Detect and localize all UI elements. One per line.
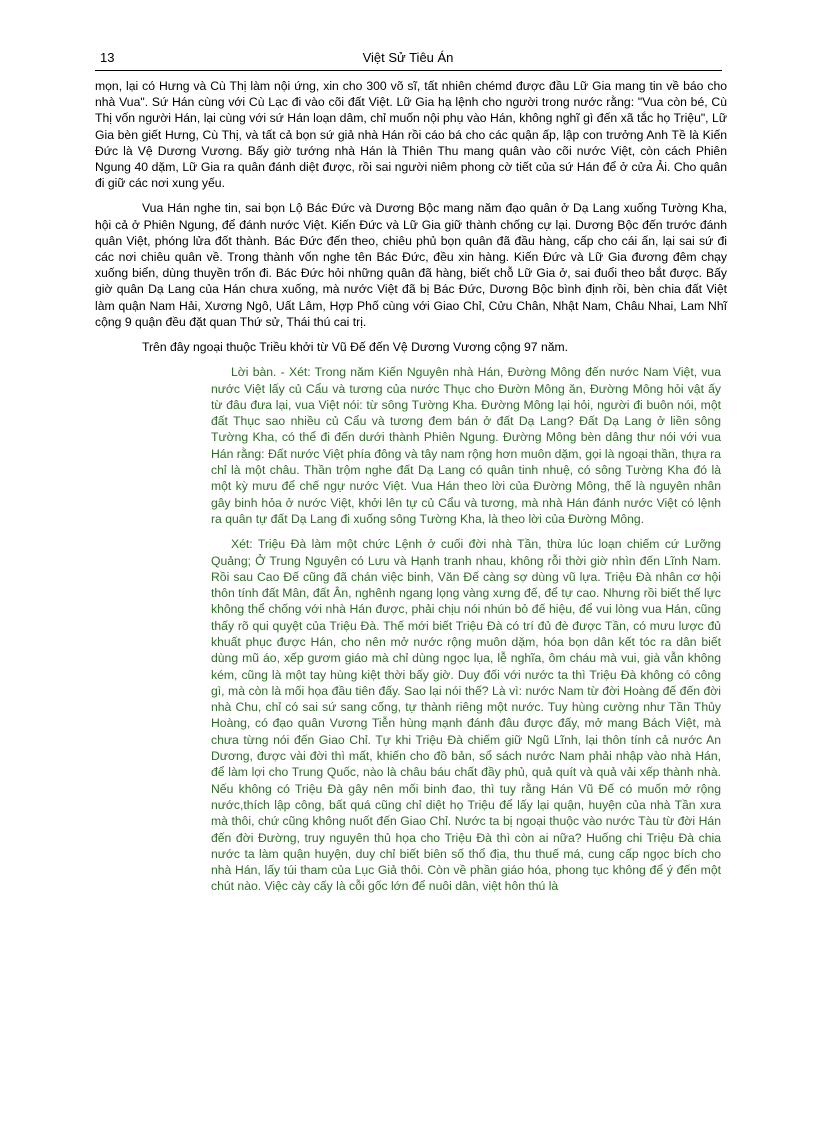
paragraph-continued: mọn, lại có Hưng và Cù Thị làm nội ứng, xin cho 300 võ sĩ, tất nhiên chémd được đầu Lữ Gia mang tin về báo cho nhà Vua". Sứ Hán cùng với Cù Lạc đi vào cõi đất Việt. Lữ Gia hạ lệnh cho người trong nước rằng: "Vua còn bé, Cù Thị vốn người Hán, lại cùng với sứ Hán loạn dâm, chỉ muốn nội phụ vào Hán, không nghĩ gì đến xã tắc họ Triệu", Lữ Gia bèn giết Hưng, Cù Thị, và tất cả bọn sứ giả nhà Hán rồi cáo bá cho các quận ấp, lập con trưởng Anh Tề là Kiến Đức là Vệ Dương Vương. Bấy giờ tướng nhà Hán là Thiên Thu mang quân vào cõi nước Việt, còn cách Phiên Ngung 40 dặm, Lữ Gia ra quân đánh diệt được, rồi sai người niêm phong cờ tiết của sứ Hán để ở cửa Ải. Cho quân đi giữ các nơi xung yếu. bbox=[95, 79, 727, 191]
commentary-paragraph: Xét: Triệu Đà làm một chức Lệnh ở cuối đời nhà Tần, thừa lúc loạn chiếm cứ Lưỡng Quảng; Ở Trung Nguyên có Lưu và Hạnh tranh nhau, không rỗi thời giờ nhìn đến Lĩnh Nam. Rồi sau Cao Đế cũng đã chán việc binh, Văn Đế càng sợ dùng vũ lựa. Triệu Đà nhân cơ hội thôn tính đất Mân, đất Ân, nghênh ngang lọng vàng xưng đế, để tự cao. Nhưng rồi biết thế lực không thể chống với nhà Hán được, phải chịu nói nhún bỏ đế hiệu, để vui lòng vua Hán, cũng thấy rõ qui quyệt của Triệu Đà. Thế mới biết Triệu Đà có trí đủ đè được Tần, có mưu lược đủ khuất phục được Hán, cho nên mở nước rộng muôn dặm, hóa bọn dân kết tóc ra dân biết dùng mũ áo, xếp gươm giáo mà chỉ dùng ngọc lụa, lễ nghĩa, ôm cháu mà vui, già vẫn không kém, cũng là một tay hùng kiệt thời bấy giờ. Duy đối với nước ta thì Triệu Đà không có công gì, mà còn là mối họa đầu tiên đấy. Sao lại nói thế? Là vì: nước Nam từ đời Hoàng đế đến đời nhà Chu, chỉ có sai sứ sang cống, tự thành riêng một nước. Tuy hùng cường như Tần Thủy Hoàng, có đạo quân Vương Tiễn hùng mạnh đánh đâu được đấy, mở mang Bách Việt, mà chưa từng nói đến Giao Chỉ. Tự khi Triệu Đà chiếm giữ Ngũ Lĩnh, lại thôn tính cả nước An Dương, được vài đời thì mất, khiến cho đồ bản, sổ sách nước Nam phải nhập vào nhà Hán, để làm lợi cho Trung Quốc, nào là châu báu chất đầy phủ, quả quít và quả vải xếp thành nhà. Nếu không có Triệu Đà gây nên mối binh đao, thì tuy rằng Hán Vũ Đế có muốn mở rộng nước,thích lập công, bất quá cũng chỉ diệt họ Triệu để lấy lại quận, huyện của nhà Tần xưa mà thôi, chứ cũng không nuốt đến Giao Chỉ. Nước ta bị ngoại thuộc vào nước Tàu từ đời Hán đến đời Đường, truy nguyên thủ họa cho Triệu Đà thì còn ai nữa? Huống chi Triệu Đà chia nước ta làm quận huyện, duy chỉ biết biên số thổ địa, thu thuế má, cung cấp ngọc bích cho nhà Hán, lấy túi tham của Lục Giả thôi. Còn về phần giáo hóa, phong tục không để ý đến một chút nào. Việc cày cấy là cỗi gốc lớn để nuôi dân, việt hôn thú là bbox=[211, 537, 721, 894]
paragraph-summary: Trên đây ngoại thuộc Triều khởi từ Vũ Đế đến Vệ Dương Vương cộng 97 năm. bbox=[142, 340, 569, 355]
page-number: 13 bbox=[100, 50, 115, 65]
running-title: Việt Sử Tiêu Án bbox=[362, 50, 454, 65]
header-rule bbox=[95, 70, 722, 71]
commentary-paragraph: Lời bàn. - Xét: Trong năm Kiến Nguyên nhà Hán, Đường Mông đến nước Nam Việt, vua nước Việt lấy củ Cẩu và tương của nước Thục cho Đườn Mông ăn, Đường Mông hỏi vật ấy từ đâu đưa lại, vua Việt nói: từ sông Tường Kha. Đường Mông lại hỏi, người đi buôn nói, một đất Thục sao nhiều củ Cẩu và tương đem bán ở đất Dạ Lang? Đất Dạ Lang ở liền sông Tường Kha, có thể đi đến dưới thành Phiên Ngung. Đường Mông bèn dâng thư nói với vua Hán rằng: Đất nước Việt phía đông và tây nam rộng hơn muôn dặm, gọi là ngoại thần, thựa ra chỉ là một châu. Thần trộm nghe đất Dạ Lang có quân tinh nhuệ, có sông Tường Kha đó là một kỳ mưu để chế ngự nước Việt. Vua Hán theo lời của Đường Mông, thế là nguyên nhân gây binh hỏa ở nước Việt, khởi lên tự củ Cẩu và tương, mà nhà Hán đánh nước Việt có lệnh ra quân tự đất Dạ Lang đi xuống sông Tường Kha, là theo lời của Đường Mông. bbox=[211, 365, 721, 526]
page-header bbox=[95, 50, 721, 68]
commentary-block bbox=[211, 364, 721, 895]
paragraph: Vua Hán nghe tin, sai bọn Lộ Bác Đức và Dương Bộc mang năm đạo quân ở Dạ Lang xuống Tường Kha, hội cả ở Phiên Ngung, để đánh nước Việt. Kiến Đức và Lữ Gia giữ thành chống cự lại. Dương Bộc đến trước đánh quân Việt, phóng lửa đốt thành. Bác Đức đến theo, chiêu phủ bọn quân đã đầu hàng, cấp cho cái ấn, lại sai sứ đi các nơi chiêu quân về. Trong thành vốn nghe tên Bác Đức, đều xin hàng. Kiến Đức và Lữ Gia đương đêm chạy xuống biển, dùng thuyền trốn đi. Bác Đức hỏi những quân đã hàng, biết chỗ Lữ Gia ở, sai đuổi theo bắt được. Bấy giờ quân Dạ Lang của Hán chưa xuống, mà nước Việt đã bị Bác Đức, Dương Bộc bình định rồi, bèn chia đất Việt làm quận Nam Hải, Xương Ngô, Uất Lâm, Hợp Phố cùng với Giao Chỉ, Cửu Chân, Nhật Nam, Châu Nhai, Lam Nhĩ cộng 9 quận đều đặt quan Thứ sử, Thái thú cai trị. bbox=[95, 201, 727, 329]
body-text bbox=[95, 78, 727, 895]
